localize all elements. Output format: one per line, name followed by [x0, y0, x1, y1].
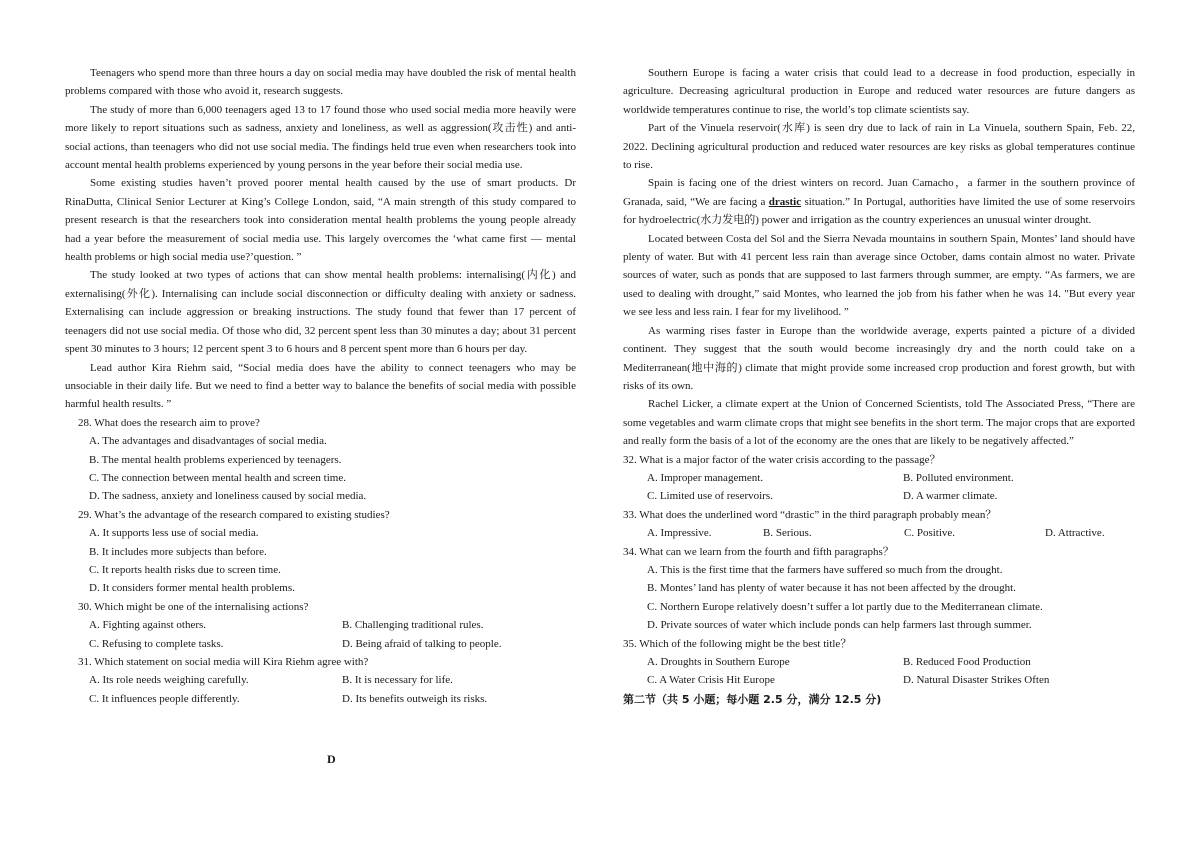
question-33-options-row	[623, 524, 1135, 542]
question-30-stem: 30. Which might be one of the internalising actions?	[78, 600, 309, 613]
question-34-option-a: A. This is the first time that the farmers have suffered so much from the drought.	[647, 563, 1003, 576]
question-30-option-b: B. Challenging traditional rules.	[342, 619, 484, 632]
question-30-options-row-1	[65, 616, 576, 634]
question-29-stem: 29. What’s the advantage of the research compared to existing studies?	[78, 508, 390, 521]
paragraph-text: Spain is facing one of the driest winters on record. Juan Camacho，a farmer in the southern province of Granada, said, “We are facing a	[623, 177, 1135, 208]
left-column	[65, 64, 576, 708]
question-34-option-d: D. Private sources of water which include ponds can help farmers last through summer.	[647, 619, 1032, 632]
question-32-option-a: A. Improper management.	[647, 471, 764, 484]
right-column	[623, 64, 1135, 709]
question-31-option-a: A. Its role needs weighing carefully.	[89, 674, 249, 687]
question-30-option-a: A. Fighting against others.	[89, 619, 207, 632]
section-2-heading: 第二节（共 5 小题；每小题 2.5 分，满分 12.5 分)	[623, 692, 882, 706]
question-33-option-a: A. Impressive.	[647, 527, 712, 540]
underlined-word-drastic: drastic	[768, 195, 802, 208]
passage-d-paragraph: Part of the Vinuela reservoir(水库) is seen dry due to lack of rain in La Vinuela, southern Spain, Feb. 22, 2022. Declining agricultural production and reduced water resources are key risks as global temperatures continue to rise.	[623, 122, 1135, 172]
question-33-stem: 33. What does the underlined word “drastic” in the third paragraph probably mean？	[623, 508, 997, 521]
passage-c-paragraph: Teenagers who spend more than three hours a day on social media may have doubled the risk of mental health problems compared with those who avoid it, research suggests.	[65, 67, 576, 98]
passage-c-paragraph: The study looked at two types of actions that can show mental health problems: internalising(内化) and externalising(外化). Internalising can include social disconnection or difficulty dealing with anxiety or sadness. Externalising can include aggression or breaking instructions. The study found that fewer than 17 percent of teenagers did not use social media. Of those who did, 32 percent spent less than 30 minutes a day; about 31 percent spent 30 minutes to 3 hours; 12 percent spent 3 to 6 hours and 8 percent spent more than 6 hours per day.	[65, 269, 576, 356]
question-31-stem: 31. Which statement on social media will Kira Riehm agree with?	[78, 656, 369, 668]
question-29-option-a: A. It supports less use of social media.	[89, 527, 259, 540]
passage-c-paragraph: Lead author Kira Riehm said, “Social media does have the ability to connect teenagers who may be unsociable in their daily life. But we need to find a better way to balance the benefits of social media with possible harmful health results. ”	[65, 361, 576, 411]
passage-d-label: D	[327, 752, 336, 766]
question-32-option-d: D. A warmer climate.	[903, 490, 998, 503]
question-32-stem: 32. What is a major factor of the water crisis according to the passage？	[623, 453, 941, 466]
question-32-option-c: C. Limited use of reservoirs.	[647, 490, 773, 503]
question-29-option-d: D. It considers former mental health problems.	[89, 582, 295, 595]
question-33-option-c: C. Positive.	[904, 527, 956, 540]
passage-d-paragraph: As warming rises faster in Europe than the worldwide average, experts painted a picture of a divided continent. They suggest that the south would become increasingly dry and the north could take on a Mediterranean(地中海的) climate that might provide some increased crop production and forest growth, but with risks of its own.	[623, 324, 1135, 392]
question-31-option-b: B. It is necessary for life.	[342, 674, 453, 687]
paragraph-text: situation.” In Portugal, authorities have limited the use of some reservoirs for hydroelectric(水力发电的) power and irrigation as the country experiences an unusual winter drought.	[623, 195, 1135, 227]
question-33-option-d: D. Attractive.	[1045, 527, 1105, 540]
question-35-option-d: D. Natural Disaster Strikes Often	[903, 674, 1050, 687]
question-32-option-b: B. Polluted environment.	[903, 471, 1014, 484]
question-29-option-c: C. It reports health risks due to screen time.	[89, 563, 281, 576]
question-28-option-d: D. The sadness, anxiety and loneliness caused by social media.	[89, 490, 367, 503]
question-28-option-c: C. The connection between mental health and screen time.	[89, 471, 346, 484]
question-31-options-row-1	[65, 671, 576, 689]
question-28-stem: 28. What does the research aim to prove?	[78, 416, 260, 429]
passage-d-paragraph	[623, 174, 1135, 229]
question-35-option-a: A. Droughts in Southern Europe	[647, 656, 790, 668]
passage-c-paragraph: Some existing studies haven’t proved poorer mental health caused by the use of smart products. Dr RinaDutta, Clinical Senior Lecturer at King’s College London, said, “A main strength of this study compared to present research is that the researchers took into consideration mental health problems the young people already had a year before the measurement of social media use. This largely overcomes the ‘what came first — mental health problems or high social media use?’question. ”	[65, 177, 576, 264]
question-35-option-b: B. Reduced Food Production	[903, 656, 1031, 668]
question-33-option-b: B. Serious.	[763, 527, 812, 540]
question-32-options-row-2	[623, 487, 1135, 505]
passage-d-paragraph: Southern Europe is facing a water crisis that could lead to a decrease in food production, especially in agriculture. Decreasing agricultural production in Europe and reduced water resources are future dangers as worldwide temperatures continue to rise, the world’s top climate scientists say.	[623, 67, 1135, 116]
question-34-stem: 34. What can we learn from the fourth and fifth paragraphs？	[623, 545, 894, 558]
question-28-option-b: B. The mental health problems experienced by teenagers.	[89, 453, 342, 466]
passage-d-paragraph: Located between Costa del Sol and the Sierra Nevada mountains in southern Spain, Montes’ land should have plenty of water. But with 41 percent less rain than average since October, dams contain almost no water. Private sources of water, such as ponds that are supposed to last farmers through summer, are empty. “As farmers, we are used to dealing with drought,” said Montes, who learned the job from his father when he was 14. "But every year we see less and less rain. I fear for my livelihood. ”	[623, 232, 1135, 319]
question-31-option-c: C. It influences people differently.	[89, 692, 240, 705]
question-35-options-row-1	[623, 653, 1135, 671]
question-34-option-b: B. Montes’ land has plenty of water because it has not been affected by the drought.	[647, 582, 1016, 595]
question-30-option-d: D. Being afraid of talking to people.	[342, 637, 502, 650]
question-30-option-c: C. Refusing to complete tasks.	[89, 637, 224, 650]
question-35-options-row-2	[623, 671, 1135, 689]
question-29-option-b: B. It includes more subjects than before.	[89, 545, 267, 558]
question-34-option-c: C. Northern Europe relatively doesn’t suffer a lot partly due to the Mediterranean climate.	[647, 600, 1043, 613]
question-35-stem: 35. Which of the following might be the best title？	[623, 637, 852, 650]
question-31-option-d: D. Its benefits outweigh its risks.	[342, 692, 488, 705]
question-32-options-row-1	[623, 469, 1135, 487]
question-28-option-a: A. The advantages and disadvantages of social media.	[89, 435, 327, 448]
question-31-options-row-2	[65, 690, 576, 708]
question-30-options-row-2	[65, 635, 576, 653]
passage-d-paragraph: Rachel Licker, a climate expert at the Union of Concerned Scientists, told The Associated Press, “There are some vegetables and warm climate crops that might see benefits in the short term. The major crops that are exported and really form the basis of a lot of the economy are the ones that are likely to be negatively affected.”	[623, 398, 1135, 448]
passage-c-paragraph: The study of more than 6,000 teenagers aged 13 to 17 found those who used social media more heavily were more likely to report situations such as sadness, anxiety and loneliness, as well as aggression(攻击性) and anti-social actions, than teenagers who did not use social media. The findings held true even when researchers took into account mental health problems experienced by young persons in the year before their social media use.	[65, 103, 576, 172]
question-35-option-c: C. A Water Crisis Hit Europe	[647, 674, 775, 687]
